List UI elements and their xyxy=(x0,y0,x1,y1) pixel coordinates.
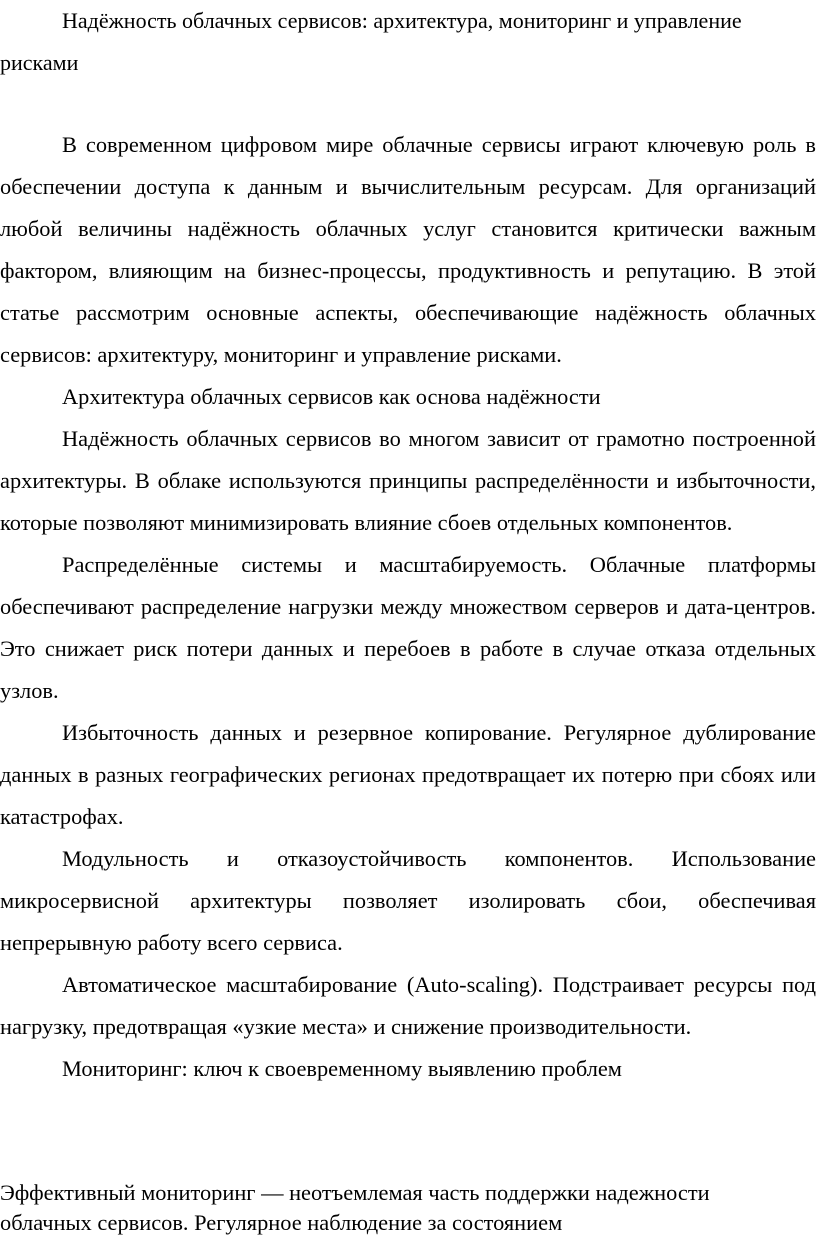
paragraph-monitoring-start xyxy=(0,1178,816,1238)
paragraph-redundancy: Избыточность данных и резервное копирование. Регулярное дублирование данных в разных географических регионах предотвращает их потерю при сбоях или катастрофах. xyxy=(0,720,816,829)
paragraph-distributed-systems: Распределённые системы и масштабируемость. Облачные платформы обеспечивают распределение нагрузки между множеством серверов и дата-центров. Это снижает риск потери данных и перебоев в работе в случае отказа отдельных узлов. xyxy=(0,552,816,703)
paragraph-intro: В современном цифровом мире облачные сервисы играют ключевую роль в обеспечении доступа к данным и вычислительным ресурсам. Для организаций любой величины надёжность облачных услуг становится критически важным фактором, влияющим на бизнес-процессы, продуктивность и репутацию. В этой статье рассмотрим основные аспекты, обеспечивающие надёжность облачных сервисов: архитектуру, мониторинг и управление рисками. xyxy=(0,132,816,367)
paragraph-auto-scaling: Автоматическое масштабирование (Auto-scaling). Подстраивает ресурсы под нагрузку, предотвращая «узкие места» и снижение производительности. xyxy=(0,972,816,1039)
section-heading-architecture: Архитектура облачных сервисов как основа надёжности xyxy=(62,384,601,409)
document-body xyxy=(0,124,816,1090)
text-line: облачных сервисов. Регулярное наблюдение за состоянием xyxy=(0,1210,563,1235)
section-heading-monitoring: Мониторинг: ключ к своевременному выявлению проблем xyxy=(62,1056,622,1081)
document-title: Надёжность облачных сервисов: архитектура, мониторинг и управление рисками xyxy=(0,8,742,75)
paragraph-architecture: Надёжность облачных сервисов во многом зависит от грамотно построенной архитектуры. В облаке используются принципы распределённости и избыточности, которые позволяют минимизировать влияние сбоев отдельных компонентов. xyxy=(0,426,816,535)
paragraph-modularity: Модульность и отказоустойчивость компонентов. Использование микросервисной архитектуры позволяет изолировать сбои, обеспечивая непрерывную работу всего сервиса. xyxy=(0,846,816,955)
text-line: Эффективный мониторинг — неотъемлемая часть поддержки надежности xyxy=(0,1180,710,1205)
